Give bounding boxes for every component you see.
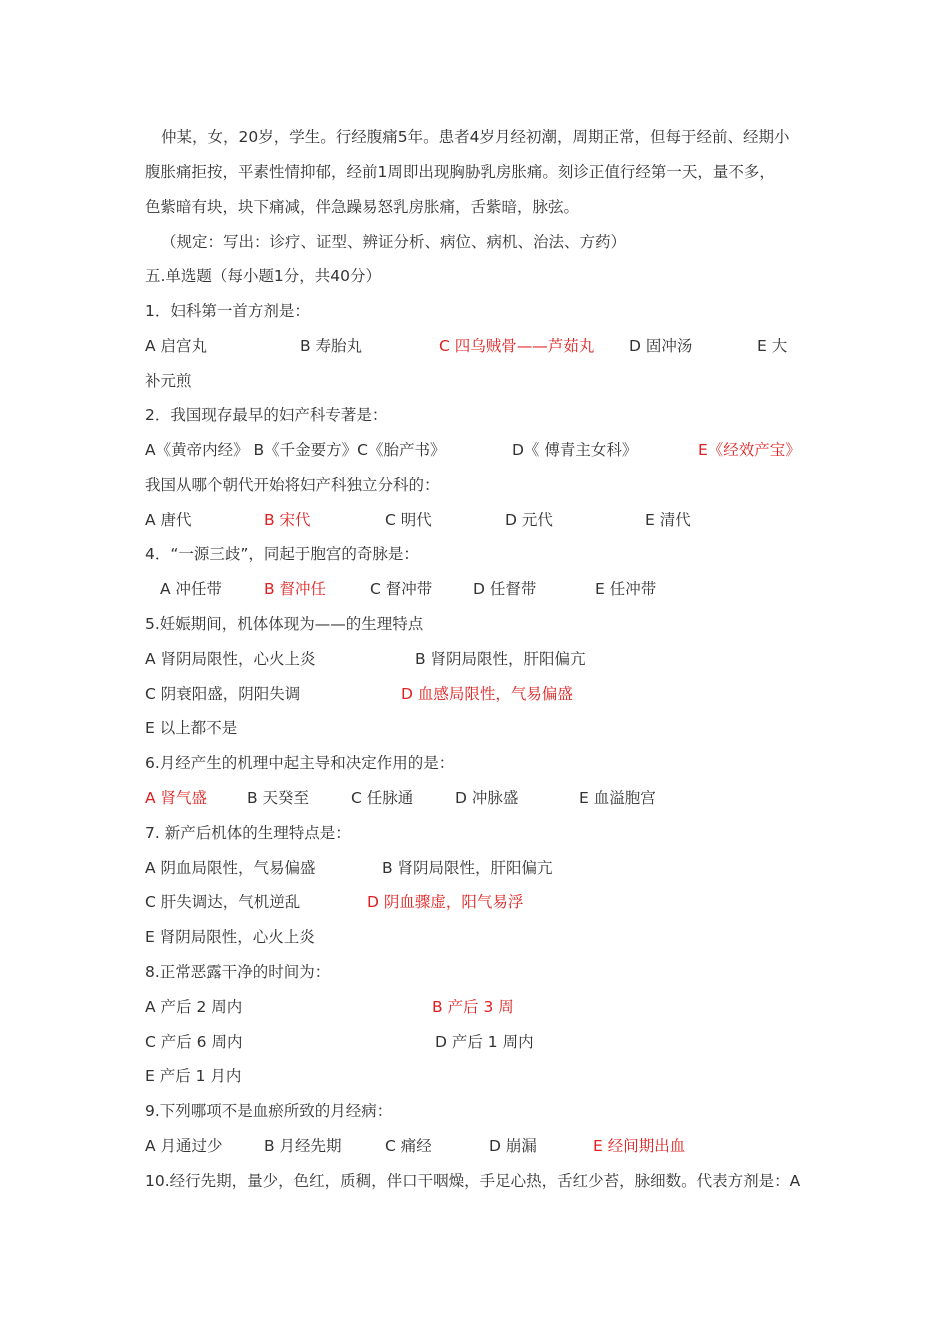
q9-option-c: C 痛经 bbox=[385, 1137, 432, 1155]
q7-option-a: A 阴血局限性，气易偏盛 bbox=[145, 859, 316, 877]
q4-option-e: E 任冲带 bbox=[595, 580, 657, 598]
question-3-stem: 我国从哪个朝代开始将妇产科独立分科的： bbox=[145, 476, 440, 494]
q3-option-a: A 唐代 bbox=[145, 511, 192, 529]
question-4-stem: 4．“一源三歧”，同起于胞宫的奇脉是： bbox=[145, 545, 419, 563]
case-text-line-1: 仲某，女，20岁，学生。行经腹痛5年。患者4岁月经初潮，周期正常，但每于经前、经期小 bbox=[161, 128, 790, 146]
q7-option-c: C 肝失调达，气机逆乱 bbox=[145, 893, 301, 911]
question-7-stem: 7. 新产后机体的生理特点是： bbox=[145, 824, 351, 842]
q4-option-a: A 冲任带 bbox=[160, 580, 223, 598]
q8-option-e: E 产后 1 月内 bbox=[145, 1067, 242, 1085]
q5-option-a: A 肾阴局限性，心火上炎 bbox=[145, 650, 316, 668]
q7-option-e: E 肾阴局限性，心火上炎 bbox=[145, 928, 315, 946]
q4-option-d: D 任督带 bbox=[473, 580, 537, 598]
q3-option-c: C 明代 bbox=[385, 511, 432, 529]
question-1-stem: 1．妇科第一首方剂是： bbox=[145, 302, 310, 320]
q5-option-b: B 肾阴局限性，肝阳偏亢 bbox=[415, 650, 586, 668]
q6-option-b: B 天癸至 bbox=[247, 789, 310, 807]
q7-option-b: B 肾阴局限性，肝阳偏亢 bbox=[382, 859, 553, 877]
case-requirement: （规定：写出：诊疗、证型、辨证分析、病位、病机、治法、方药） bbox=[161, 233, 627, 251]
q9-option-a: A 月通过少 bbox=[145, 1137, 223, 1155]
q4-option-c: C 督冲带 bbox=[370, 580, 433, 598]
q2-option-e-answer: E《经效产宝》 bbox=[698, 441, 801, 459]
q9-option-e-answer: E 经间期出血 bbox=[593, 1137, 686, 1155]
q3-option-b-answer: B 宋代 bbox=[264, 511, 311, 529]
q9-option-b: B 月经先期 bbox=[264, 1137, 342, 1155]
q1-option-a: A 启宫丸 bbox=[145, 337, 208, 355]
q6-option-c: C 任脉通 bbox=[351, 789, 414, 807]
section-title: 五.单选题（每小题1分，共40分） bbox=[145, 267, 382, 285]
question-6-stem: 6.月经产生的机理中起主导和决定作用的是： bbox=[145, 754, 455, 772]
q2-options-abc: A《黄帝内经》 B《千金要方》C《胎产书》 bbox=[145, 441, 446, 459]
question-10-stem: 10.经行先期，量少，色红，质稠，伴口干咽燥，手足心热，舌红少苔，脉细数。代表方剂是：A bbox=[145, 1172, 801, 1190]
q1-option-b: B 寿胎丸 bbox=[300, 337, 363, 355]
q4-option-b-answer: B 督冲任 bbox=[264, 580, 327, 598]
q8-option-c: C 产后 6 周内 bbox=[145, 1033, 243, 1051]
q7-option-d-answer: D 阴血骤虚，阳气易浮 bbox=[367, 893, 524, 911]
q6-option-e: E 血溢胞宫 bbox=[579, 789, 656, 807]
q6-option-a-answer: A 肾气盛 bbox=[145, 789, 208, 807]
case-text-line-3: 色紫暗有块，块下痛减，伴急躁易怒乳房胀痛，舌紫暗，脉弦。 bbox=[145, 198, 580, 216]
q3-option-d: D 元代 bbox=[505, 511, 553, 529]
question-9-stem: 9.下列哪项不是血瘀所致的月经病： bbox=[145, 1102, 393, 1120]
q5-option-c: C 阴衰阳盛，阴阳失调 bbox=[145, 685, 301, 703]
question-2-stem: 2．我国现存最早的妇产科专著是： bbox=[145, 406, 388, 424]
case-text-line-2: 腹胀痛拒按，平素性情抑郁，经前1周即出现胸胁乳房胀痛。刻诊正值行经第一天，量不多， bbox=[145, 163, 775, 181]
q5-option-e: E 以上都不是 bbox=[145, 719, 238, 737]
q8-option-a: A 产后 2 周内 bbox=[145, 998, 243, 1016]
q1-option-d: D 固冲汤 bbox=[629, 337, 693, 355]
question-8-stem: 8.正常恶露干净的时间为： bbox=[145, 963, 331, 981]
q2-option-d: D《 傅青主女科》 bbox=[512, 441, 638, 459]
q1-option-e: E 大 bbox=[757, 337, 788, 355]
q8-option-b-answer: B 产后 3 周 bbox=[432, 998, 514, 1016]
q5-option-d-answer: D 血感局限性，气易偏盛 bbox=[401, 685, 573, 703]
q3-option-e: E 清代 bbox=[645, 511, 691, 529]
q1-option-e-continued: 补元煎 bbox=[145, 372, 192, 390]
q6-option-d: D 冲脉盛 bbox=[455, 789, 519, 807]
question-5-stem: 5.妊娠期间，机体体现为——的生理特点 bbox=[145, 615, 424, 633]
q9-option-d: D 崩漏 bbox=[489, 1137, 537, 1155]
q8-option-d: D 产后 1 周内 bbox=[435, 1033, 534, 1051]
q1-option-c-answer: C 四乌贼骨——芦茹丸 bbox=[439, 337, 595, 355]
